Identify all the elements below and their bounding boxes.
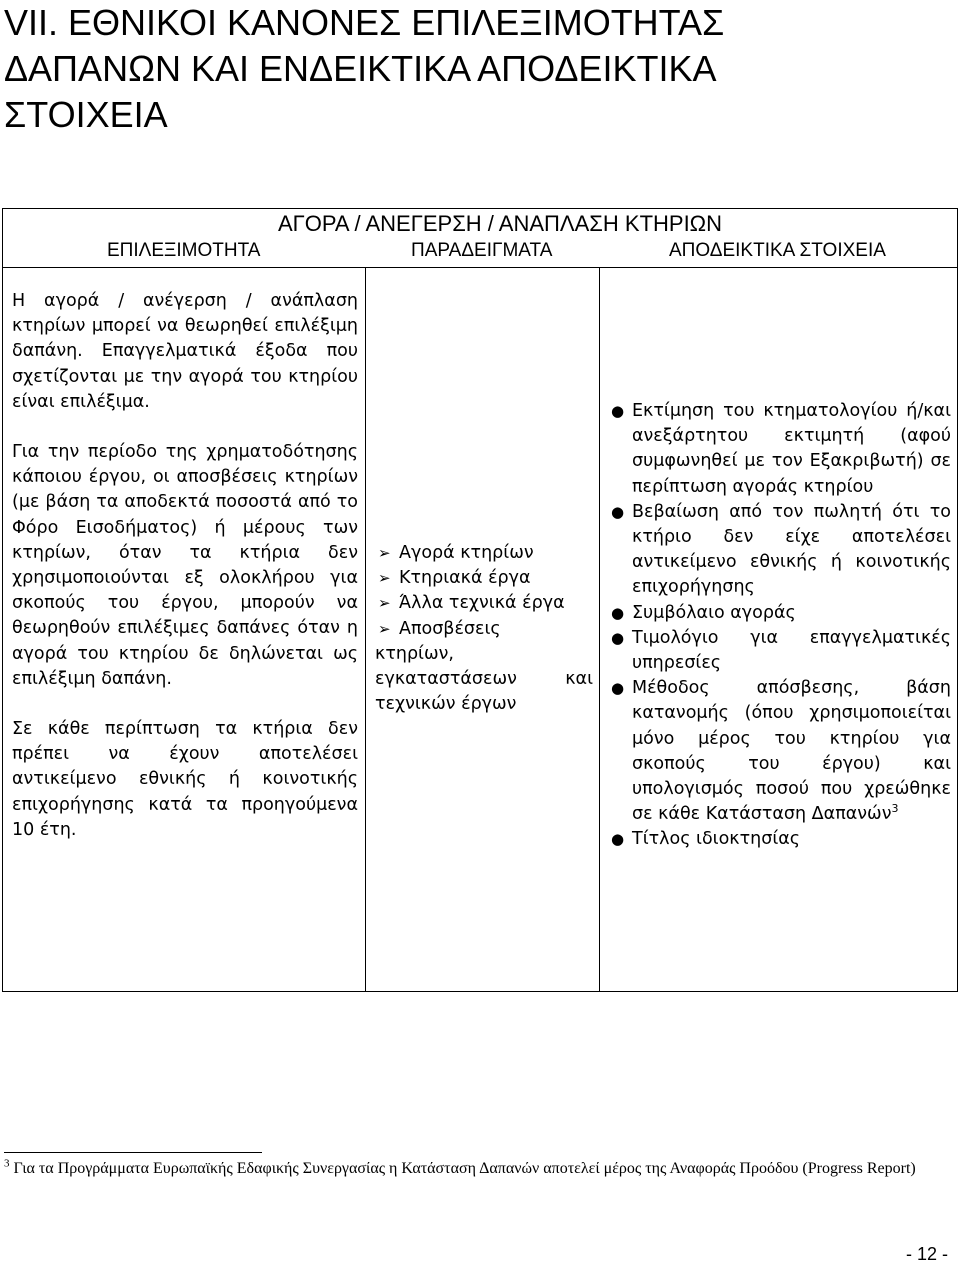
list-item bbox=[375, 617, 593, 642]
dot-bullet-icon: ● bbox=[611, 830, 625, 849]
evidence-list bbox=[608, 399, 951, 853]
eligibility-table bbox=[2, 208, 958, 992]
dot-bullet-icon: ● bbox=[611, 628, 625, 647]
arrow-bullet-icon: ➢ bbox=[378, 594, 391, 613]
list-item bbox=[608, 676, 951, 827]
footnote-reference[interactable]: 3 bbox=[891, 802, 899, 816]
examples-continuation: κτηρίων, εγκαταστάσεων και τεχνικών έργων bbox=[375, 643, 593, 715]
eligibility-paragraph: Για την περίοδο της χρηματοδότησης κάποιου έργου, οι αποσβέσεις κτηρίων (με βάση τα αποδεκτά ποσοστά από το Φόρο Εισοδήματος) ή μέρους των κτηρίων, όταν τα κτήρια δεν χρησιμοποιούνται εξ ολοκλήρου για σκοπούς του έργου, μπορούν να θεωρηθούν επιλέξιμες δαπάνες όταν η αγορά του κτηρίου δε δηλώνεται ως επιλέξιμη δαπάνη. bbox=[12, 442, 358, 689]
column-header-eligibility: ΕΠΙΛΕΞΙΜΟΤΗΤΑ bbox=[107, 240, 261, 261]
evidence-label: Βεβαίωση από τον πωλητή ότι το κτήριο δεν είχε αποτελέσει αντικείμενο εθνικής ή κοινοτικής επιχορήγησης bbox=[632, 501, 951, 598]
page-number: - 12 - bbox=[905, 1244, 948, 1264]
header-divider bbox=[3, 267, 957, 268]
list-item bbox=[608, 500, 951, 601]
list-item bbox=[608, 827, 951, 852]
evidence-label: Μέθοδος απόσβεσης, βάση κατανομής (όπου χρησιμοποιείται μόνο μέρος του κτηρίου για σκοπούς του έργου) και υπολογισμός ποσού που χρεώθηκε σε κάθε Κατάσταση Δαπανών bbox=[632, 678, 951, 825]
dot-bullet-icon: ● bbox=[611, 502, 625, 521]
evidence-label: Τιμολόγιο για επαγγελματικές υπηρεσίες bbox=[632, 627, 951, 674]
column-divider-1 bbox=[365, 267, 366, 991]
arrow-bullet-icon: ➢ bbox=[378, 544, 391, 562]
example-label: Αγορά κτηρίων bbox=[399, 543, 534, 563]
footnote-separator bbox=[4, 1152, 262, 1153]
arrow-bullet-icon: ➢ bbox=[378, 569, 391, 588]
list-item bbox=[608, 399, 951, 500]
list-item bbox=[608, 626, 951, 676]
column-divider-2 bbox=[599, 267, 600, 991]
eligibility-paragraph: Σε κάθε περίπτωση τα κτήρια δεν πρέπει να έχουν αποτελέσει αντικείμενο εθνικής ή κοινοτικής επιχορήγησης κατά τα προηγούμενα 10 έτη. bbox=[12, 719, 358, 840]
examples-cell bbox=[375, 541, 593, 717]
heading-line-2: ΔΑΠΑΝΩΝ ΚΑΙ ΕΝΔΕΙΚΤΙΚΑ ΑΠΟΔΕΙΚΤΙΚΑ bbox=[4, 48, 717, 89]
example-label: Κτηριακά έργα bbox=[399, 568, 531, 589]
page-heading bbox=[4, 0, 954, 138]
list-item bbox=[375, 566, 593, 591]
list-item bbox=[608, 601, 951, 626]
dot-bullet-icon: ● bbox=[611, 402, 625, 420]
column-header-evidence: ΑΠΟΔΕΙΚΤΙΚΑ ΣΤΟΙΧΕΙΑ bbox=[669, 240, 886, 261]
dot-bullet-icon: ● bbox=[611, 679, 625, 698]
evidence-label: Εκτίμηση του κτηματολογίου ή/και ανεξάρτητου εκτιμητή (αφού συμφωνηθεί με τον Εξακριβωτή) σε περίπτωση αγοράς κτηρίου bbox=[632, 401, 951, 497]
heading-line-3: ΣΤΟΙΧΕΙΑ bbox=[4, 94, 168, 135]
examples-list bbox=[375, 541, 593, 642]
evidence-cell bbox=[608, 399, 951, 853]
footnote-mark: 3 bbox=[4, 1157, 10, 1170]
evidence-label: Συμβόλαιο αγοράς bbox=[632, 602, 796, 623]
example-label: Αποσβέσεις bbox=[399, 618, 501, 639]
eligibility-paragraph: Η αγορά / ανέγερση / ανάπλαση κτηρίων μπορεί να θεωρηθεί επιλέξιμη δαπάνη. Επαγγελματικά έξοδα που σχετίζονται με την αγορά του κτηρίου είναι επιλέξιμα. bbox=[12, 291, 358, 412]
footnote bbox=[4, 1158, 944, 1180]
footnote-text: Για τα Προγράμματα Ευρωπαϊκής Εδαφικής Συνεργασίας η Κατάσταση Δαπανών αποτελεί μέρος της Αναφοράς Προόδου (Progress Report) bbox=[9, 1160, 916, 1177]
example-label: Άλλα τεχνικά έργα bbox=[399, 593, 565, 614]
column-header-examples: ΠΑΡΑΔΕΙΓΜΑΤΑ bbox=[411, 240, 553, 261]
arrow-bullet-icon: ➢ bbox=[378, 619, 391, 638]
evidence-label: Τίτλος ιδιοκτησίας bbox=[632, 829, 801, 850]
list-item bbox=[375, 541, 593, 566]
dot-bullet-icon: ● bbox=[611, 603, 625, 622]
table-title: ΑΓΟΡΑ / ΑΝΕΓΕΡΣΗ / ΑΝΑΠΛΑΣΗ ΚΤΗΡΙΩΝ bbox=[277, 211, 723, 236]
list-item bbox=[375, 591, 593, 616]
heading-line-1: VII. ΕΘΝΙΚΟΙ ΚΑΝΟΝΕΣ ΕΠΙΛΕΞΙΜΟΤΗΤΑΣ bbox=[4, 2, 725, 43]
eligibility-cell bbox=[12, 289, 358, 843]
